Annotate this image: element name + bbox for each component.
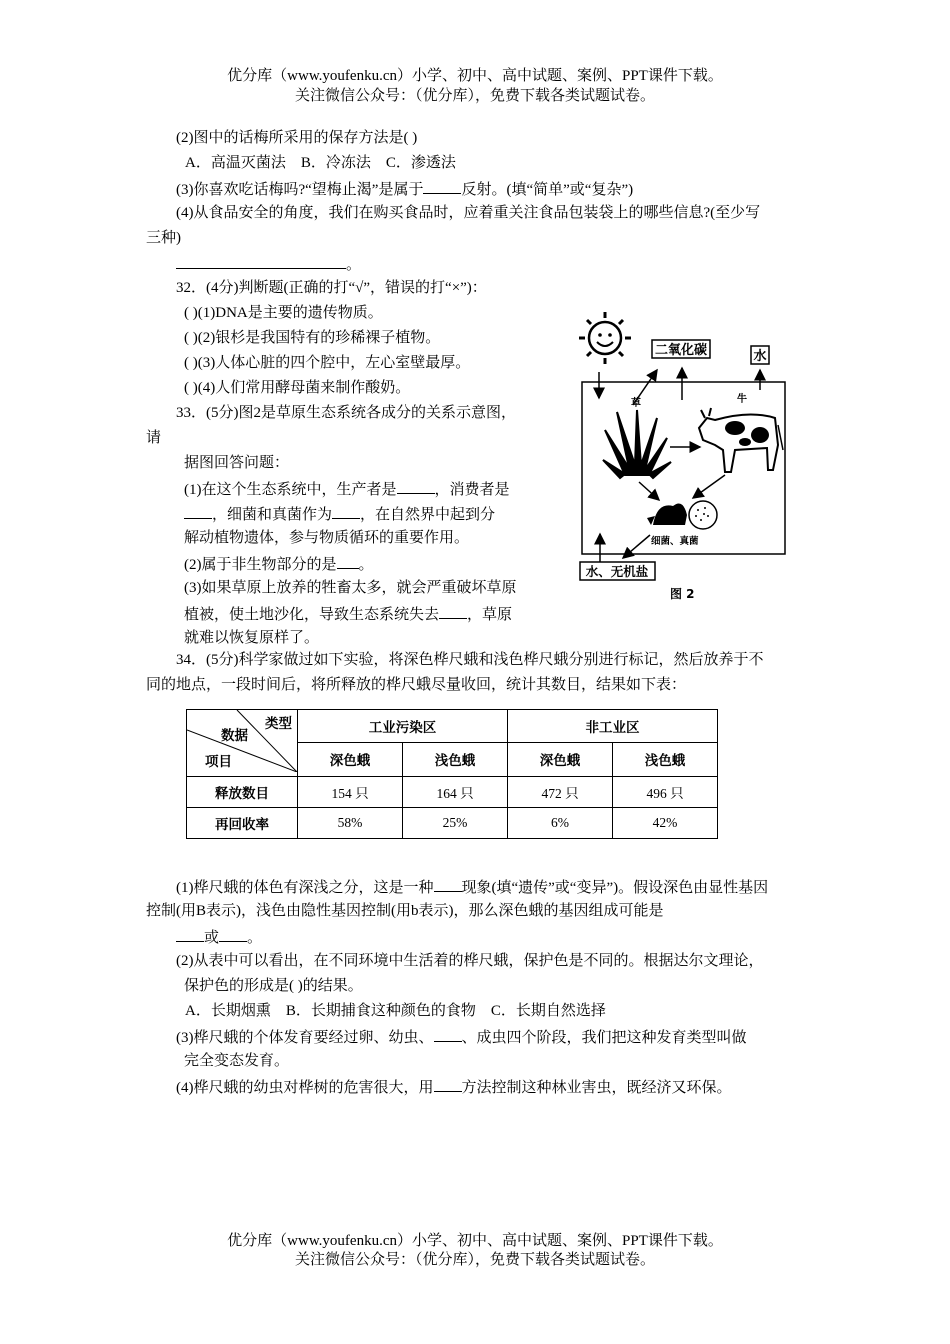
blank — [176, 926, 204, 942]
corner-item: 项目 — [205, 754, 232, 769]
table-corner-cell — [187, 710, 298, 777]
table-cell: 496 只 — [613, 776, 718, 807]
q33-part1-cont2: 解动植物遗体，参与物质循环的重要作用。 — [184, 530, 470, 546]
table-cell: 154 只 — [298, 776, 403, 807]
q34-part3: (3)桦尺蛾的个体发育要经过卵、幼虫、 、成虫四个阶段，我们把这种发育类型叫做 — [176, 1026, 747, 1048]
q32-item: ( )(2)银杉是我国特有的珍稀裸子植物。 — [184, 330, 441, 346]
q33-part3: (3)如果草原上放养的牲畜太多，就会严重破坏草原 — [184, 580, 517, 596]
q31-part2: (2)图中的话梅所采用的保存方法是( ) — [176, 130, 418, 146]
column-header: 浅色蛾 — [403, 743, 508, 776]
table-cell: 25% — [403, 807, 508, 838]
q32-item: ( )(4)人们常用酵母菌来制作酸奶。 — [184, 380, 411, 396]
blank — [434, 1076, 462, 1092]
page-footer-line1: 优分库（www.youfenku.cn）小学、初中、高中试题、案例、PPT课件下载。 — [227, 1233, 723, 1249]
q33-part1-cont: ，细菌和真菌作为 ，在自然界中起到分 — [184, 503, 495, 525]
table-cell: 58% — [298, 807, 403, 838]
q34-part1-cont: 控制(用B表示)，浅色由隐性基因控制(用b表示)，那么深色蛾的基因组成可能是 — [146, 903, 664, 919]
q33-part3-cont2: 就难以恢复原样了。 — [184, 630, 320, 646]
table-cell: 6% — [508, 807, 613, 838]
q31-part4: (4)从食品安全的角度，我们在购买食品时，应着重关注食品包装袋上的哪些信息?(至少写 — [176, 205, 761, 221]
blank — [184, 503, 212, 519]
q31-part4-answer: 。 — [176, 253, 361, 275]
q34-part2-options: A．长期烟熏 B．长期捕食这种颜色的食物 C．长期自然选择 — [185, 1003, 606, 1019]
bacteria-fungi-icon — [647, 501, 717, 529]
table-cell: 42% — [613, 807, 718, 838]
q34-part2: (2)从表中可以看出，在不同环境中生活着的桦尺蛾，保护色是不同的。根据达尔文理论， — [176, 953, 764, 969]
blank — [434, 1026, 462, 1042]
figure-2-ecosystem-diagram — [575, 310, 800, 605]
cow-icon — [699, 408, 783, 472]
q33-title-cont: 请 — [146, 430, 162, 446]
group-header: 非工业区 — [508, 710, 718, 743]
water-label: 水 — [753, 348, 767, 363]
q34-part4: (4)桦尺蛾的幼虫对桦树的危害很大，用 方法控制这种林业害虫，既经济又环保。 — [176, 1076, 732, 1098]
row-label: 再回收率 — [187, 807, 298, 838]
table-cell: 164 只 — [403, 776, 508, 807]
q33-intro: 据图回答问题： — [184, 455, 290, 471]
q32-item: ( )(3)人体心脏的四个腔中，左心室壁最厚。 — [184, 355, 471, 371]
water-minerals-label: 水、无机盐 — [585, 565, 649, 579]
q33-part1: (1)在这个生态系统中，生产者是 ，消费者是 — [184, 478, 510, 500]
page-footer-line2: 关注微信公众号：（优分库），免费下载各类试题试卷。 — [294, 1252, 655, 1268]
q32-title: 32．(4分)判断题(正确的打“√”，错误的打“×”)： — [176, 280, 487, 296]
q31-part3: (3)你喜欢吃话梅吗?“望梅止渴”是属于 反射。(填“简单”或“复杂”) — [176, 178, 633, 200]
q31-part4-cont: 三种) — [146, 230, 181, 246]
q32-item: ( )(1)DNA是主要的遗传物质。 — [184, 305, 383, 321]
q33-part2: (2)属于非生物部分的是 。 — [184, 553, 374, 575]
row-label: 释放数目 — [187, 776, 298, 807]
corner-type: 类型 — [265, 716, 292, 731]
q34-part1: (1)桦尺蛾的体色有深浅之分，这是一种 现象(填“遗传”或“变异”)。假设深色由显性基因 — [176, 876, 768, 898]
cow-label: 牛 — [737, 394, 747, 405]
table-cell: 472 只 — [508, 776, 613, 807]
co2-label: 二氧化碳 — [654, 342, 708, 357]
column-header: 深色蛾 — [508, 743, 613, 776]
figure-caption: 图 2 — [670, 587, 695, 601]
blank — [439, 603, 467, 619]
table-row — [187, 807, 718, 838]
q34-part3-cont: 完全变态发育。 — [184, 1053, 290, 1069]
page-header-line2: 关注微信公众号：（优分库），免费下载各类试题试卷。 — [294, 88, 655, 104]
blank — [332, 503, 360, 519]
q33-title: 33．(5分)图2是草原生态系统各成分的关系示意图， — [176, 405, 516, 421]
q33-part3-cont: 植被，使土地沙化，导致生态系统失去 ，草原 — [184, 603, 512, 625]
page-header-line1: 优分库（www.youfenku.cn）小学、初中、高中试题、案例、PPT课件下载。 — [227, 68, 723, 84]
blank — [219, 926, 247, 942]
q34-part2-cont: 保护色的形成是( )的结果。 — [184, 978, 363, 994]
blank — [423, 178, 461, 194]
blank — [397, 478, 435, 494]
decomposers-label: 细菌、真菌 — [651, 537, 699, 547]
q34-intro: 34．(5分)科学家做过如下实验，将深色桦尺蛾和浅色桦尺蛾分别进行标记，然后放养于不 — [176, 652, 764, 668]
corner-data: 数据 — [221, 728, 248, 743]
grass-label: 草 — [631, 398, 641, 409]
sun-icon — [579, 312, 631, 364]
blank — [434, 876, 462, 892]
blank — [337, 553, 359, 569]
group-header: 工业污染区 — [298, 710, 508, 743]
q31-part2-options: A．高温灭菌法 B．冷冻法 C．渗透法 — [185, 155, 456, 171]
table-row — [187, 776, 718, 807]
column-header: 深色蛾 — [298, 743, 403, 776]
grass-icon — [603, 410, 671, 478]
moth-data-table — [186, 709, 718, 839]
q34-intro-cont: 同的地点，一段时间后，将所释放的桦尺蛾尽量收回，统计其数目，结果如下表： — [146, 677, 687, 693]
blank — [176, 253, 346, 269]
column-header: 浅色蛾 — [613, 743, 718, 776]
q34-part1-cont2: 或 。 — [176, 926, 262, 948]
